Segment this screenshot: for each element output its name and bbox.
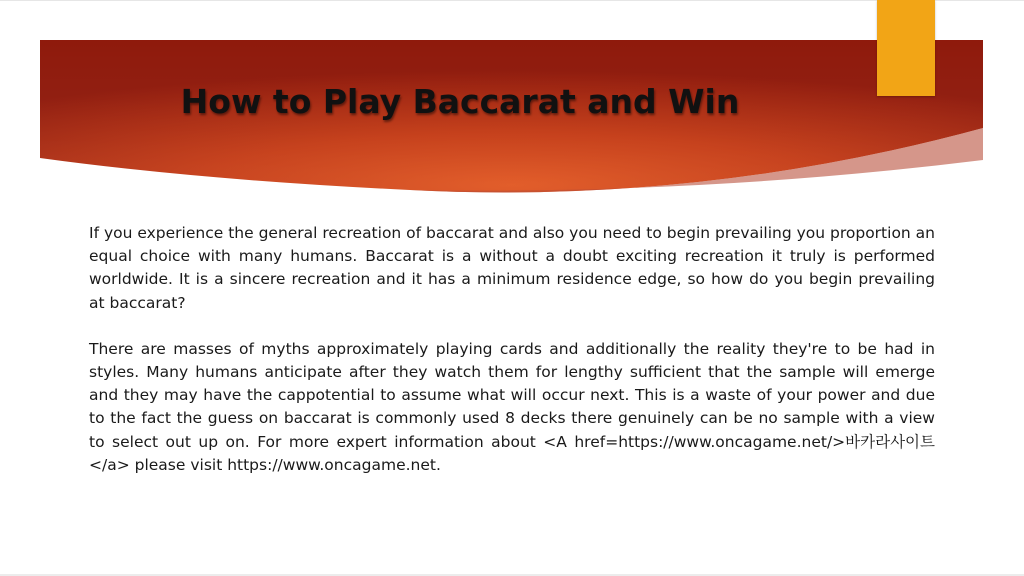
- slide-title: How to Play Baccarat and Win: [180, 82, 740, 121]
- paragraph-spacer: [89, 315, 935, 338]
- body-text: [89, 222, 935, 477]
- paragraph-intro: If you experience the general recreation of baccarat and also you need to begin prevailing you proportion an equal choice with many humans. Baccarat is a without a doubt exciting recreation it truly is performed worldwide. It is a sincere recreation and it has a minimum residence edge, so how do you begin prevailing at baccarat?: [89, 224, 935, 312]
- paragraph-myths: There are masses of myths approximately playing cards and additionally the reality they're to be had in styles. Many humans anticipate after they watch them for lengthy sufficient that the sample will emerge and they may have the cappotential to assume what will occur next. This is a waste of your power and due to the fact the guess on baccarat is commonly used 8 decks there genuinely can be no sample with a view to select out up on. For more expert information about <A href=https://www.oncagame.net/>바카라사이트 </a> please visit https://www.oncagame.net.: [89, 339, 935, 474]
- accent-tab: [877, 0, 935, 96]
